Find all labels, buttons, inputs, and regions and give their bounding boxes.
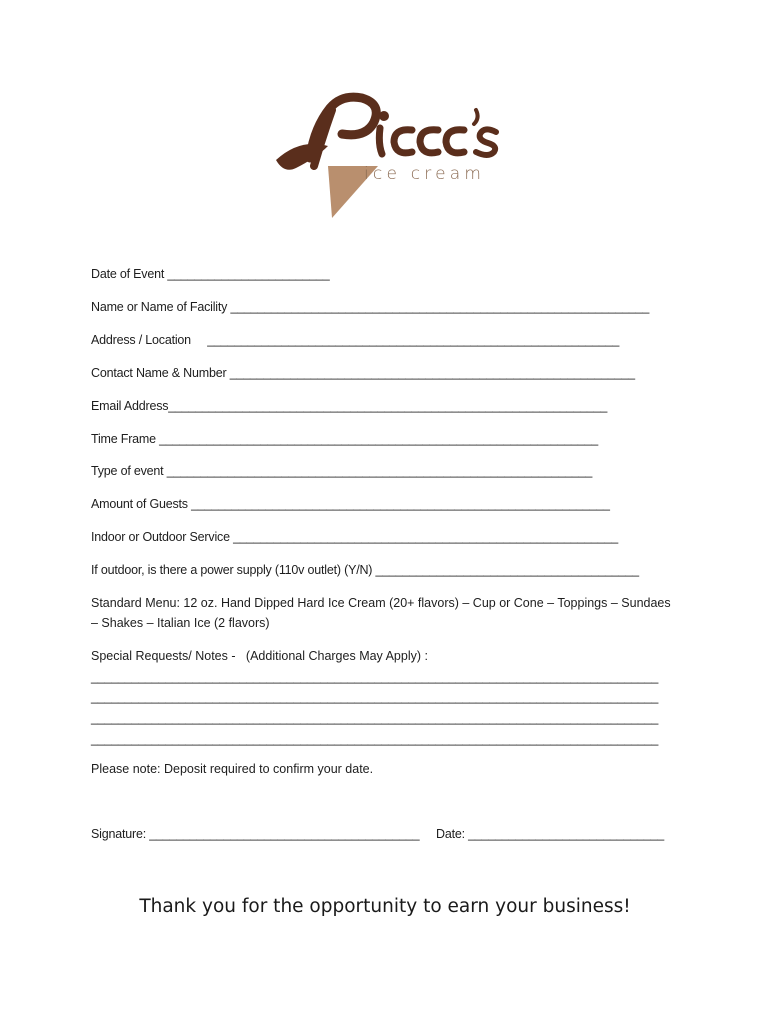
address-field[interactable]: Address / Location _____________________________________________________________ <box>91 333 620 347</box>
date-field[interactable]: Date: _____________________________ <box>436 827 664 841</box>
guests-field[interactable]: Amount of Guests ______________________________________________________________ <box>91 497 610 511</box>
notes-line[interactable]: ____________________________________________________________________________________ <box>91 690 659 704</box>
notes-line[interactable]: ____________________________________________________________________________________ <box>91 670 659 684</box>
signature-field[interactable]: Signature: ________________________________________ <box>91 827 420 841</box>
deposit-note: Please note: Deposit required to confirm your date. <box>91 762 374 776</box>
thank-you-message: Thank you for the opportunity to earn your business! <box>139 896 631 917</box>
piccs-ice-cream-logo <box>270 88 510 223</box>
indoor-outdoor-field[interactable]: Indoor or Outdoor Service _________________________________________________________ <box>91 530 618 544</box>
power-supply-field[interactable]: If outdoor, is there a power supply (110v outlet) (Y/N) _______________________________________ <box>91 563 639 577</box>
time-frame-field[interactable]: Time Frame _________________________________________________________________ <box>91 432 599 446</box>
notes-line[interactable]: ____________________________________________________________________________________ <box>91 732 659 746</box>
contact-field[interactable]: Contact Name & Number ____________________________________________________________ <box>91 366 635 380</box>
facility-name-field[interactable]: Name or Name of Facility ______________________________________________________________ <box>91 300 650 314</box>
date-of-event-field[interactable]: Date of Event ________________________ <box>91 267 330 281</box>
type-of-event-field[interactable]: Type of event _______________________________________________________________ <box>91 464 593 478</box>
standard-menu-text: Standard Menu: 12 oz. Hand Dipped Hard Ice Cream (20+ flavors) – Cup or Cone – Toppings – Sundaes – Shakes – Italian Ice (2 flavors) <box>91 596 671 630</box>
special-requests-label: Special Requests/ Notes - (Additional Charges May Apply) : <box>91 649 428 663</box>
email-field[interactable]: Email Address_________________________________________________________________ <box>91 399 608 413</box>
logo-tagline: ice cream <box>364 164 486 184</box>
notes-line[interactable]: ____________________________________________________________________________________ <box>91 711 659 725</box>
